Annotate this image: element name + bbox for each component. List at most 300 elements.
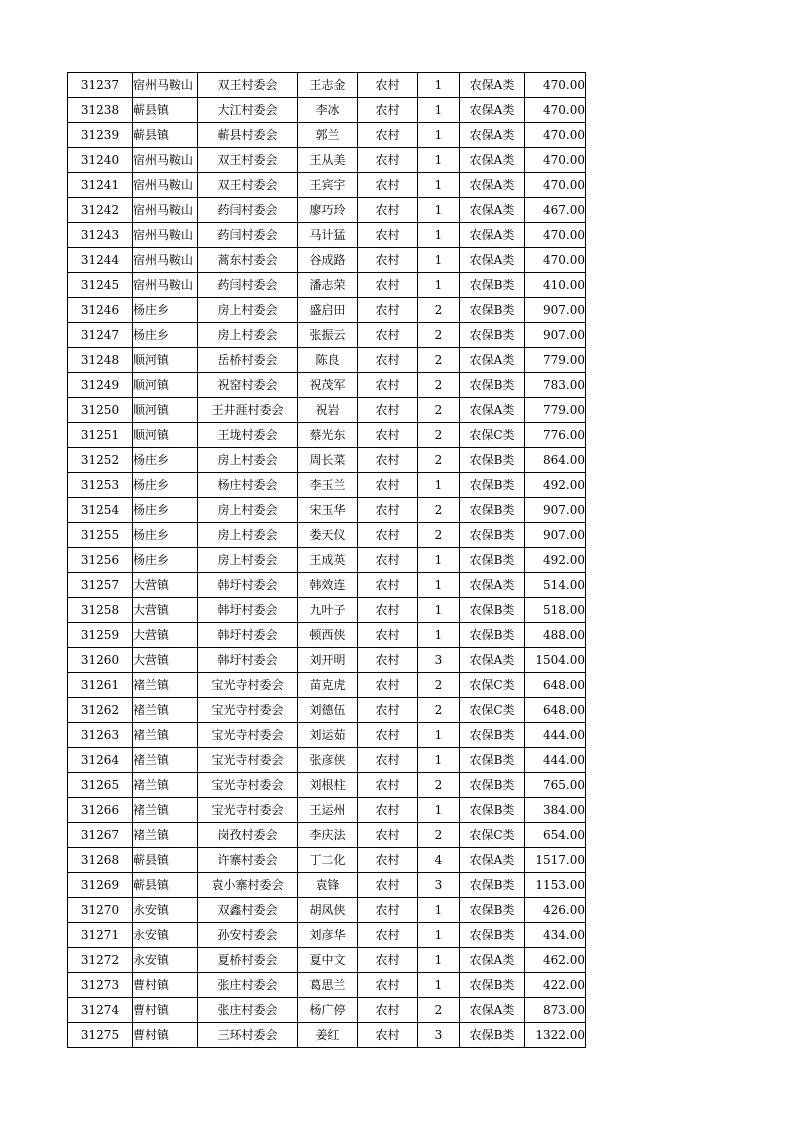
household-type-cell: 农村 — [358, 548, 418, 573]
member-count-cell: 3 — [418, 873, 460, 898]
household-type-cell: 农村 — [358, 973, 418, 998]
member-count-cell: 2 — [418, 423, 460, 448]
town-cell: 蕲县镇 — [133, 848, 198, 873]
amount-cell: 518.00 — [525, 598, 586, 623]
insurance-class-cell: 农保A类 — [460, 573, 525, 598]
name-cell: 胡凤侠 — [298, 898, 358, 923]
village-committee-cell: 夏桥村委会 — [198, 948, 298, 973]
amount-cell: 470.00 — [525, 248, 586, 273]
name-cell: 祝茂军 — [298, 373, 358, 398]
insurance-class-cell: 农保A类 — [460, 998, 525, 1023]
name-cell: 宋玉华 — [298, 498, 358, 523]
member-count-cell: 2 — [418, 773, 460, 798]
name-cell: 王从美 — [298, 148, 358, 173]
household-type-cell: 农村 — [358, 123, 418, 148]
amount-cell: 470.00 — [525, 173, 586, 198]
town-cell: 永安镇 — [133, 948, 198, 973]
village-committee-cell: 药闫村委会 — [198, 198, 298, 223]
name-cell: 刘运茹 — [298, 723, 358, 748]
village-committee-cell: 岗孜村委会 — [198, 823, 298, 848]
village-committee-cell: 韩圩村委会 — [198, 623, 298, 648]
table-row — [68, 523, 586, 548]
household-type-cell: 农村 — [358, 598, 418, 623]
village-committee-cell: 大江村委会 — [198, 98, 298, 123]
record-id-cell: 31255 — [68, 523, 133, 548]
table-row — [68, 198, 586, 223]
amount-cell: 864.00 — [525, 448, 586, 473]
table-row — [68, 573, 586, 598]
amount-cell: 444.00 — [525, 723, 586, 748]
record-id-cell: 31263 — [68, 723, 133, 748]
name-cell: 张振云 — [298, 323, 358, 348]
table-row — [68, 173, 586, 198]
insurance-class-cell: 农保B类 — [460, 548, 525, 573]
record-id-cell: 31254 — [68, 498, 133, 523]
name-cell: 王运州 — [298, 798, 358, 823]
household-type-cell: 农村 — [358, 823, 418, 848]
name-cell: 苗克虎 — [298, 673, 358, 698]
insurance-class-cell: 农保A类 — [460, 848, 525, 873]
town-cell: 曹村镇 — [133, 973, 198, 998]
household-type-cell: 农村 — [358, 773, 418, 798]
member-count-cell: 1 — [418, 548, 460, 573]
village-committee-cell: 房上村委会 — [198, 523, 298, 548]
name-cell: 葛思兰 — [298, 973, 358, 998]
town-cell: 大营镇 — [133, 573, 198, 598]
insurance-class-cell: 农保B类 — [460, 598, 525, 623]
member-count-cell: 2 — [418, 448, 460, 473]
table-row — [68, 123, 586, 148]
name-cell: 李玉兰 — [298, 473, 358, 498]
name-cell: 陈良 — [298, 348, 358, 373]
town-cell: 杨庄乡 — [133, 498, 198, 523]
amount-cell: 514.00 — [525, 573, 586, 598]
village-committee-cell: 双王村委会 — [198, 73, 298, 98]
amount-cell: 467.00 — [525, 198, 586, 223]
amount-cell: 492.00 — [525, 473, 586, 498]
member-count-cell: 2 — [418, 698, 460, 723]
record-id-cell: 31272 — [68, 948, 133, 973]
record-id-cell: 31249 — [68, 373, 133, 398]
village-committee-cell: 王井涯村委会 — [198, 398, 298, 423]
insurance-class-cell: 农保B类 — [460, 873, 525, 898]
insurance-class-cell: 农保B类 — [460, 373, 525, 398]
table-row — [68, 1023, 586, 1048]
town-cell: 杨庄乡 — [133, 298, 198, 323]
member-count-cell: 2 — [418, 373, 460, 398]
name-cell: 李庆法 — [298, 823, 358, 848]
household-type-cell: 农村 — [358, 748, 418, 773]
insurance-class-cell: 农保C类 — [460, 423, 525, 448]
household-type-cell: 农村 — [358, 623, 418, 648]
village-committee-cell: 宝光寺村委会 — [198, 773, 298, 798]
insurance-class-cell: 农保B类 — [460, 523, 525, 548]
member-count-cell: 2 — [418, 323, 460, 348]
table-row — [68, 473, 586, 498]
village-committee-cell: 宝光寺村委会 — [198, 748, 298, 773]
household-type-cell: 农村 — [358, 398, 418, 423]
amount-cell: 907.00 — [525, 523, 586, 548]
table-body — [68, 73, 586, 1048]
record-id-cell: 31257 — [68, 573, 133, 598]
table-row — [68, 848, 586, 873]
insurance-class-cell: 农保B类 — [460, 273, 525, 298]
town-cell: 褚兰镇 — [133, 698, 198, 723]
name-cell: 娄天仪 — [298, 523, 358, 548]
record-id-cell: 31271 — [68, 923, 133, 948]
table-row — [68, 98, 586, 123]
table-row — [68, 723, 586, 748]
town-cell: 顺河镇 — [133, 348, 198, 373]
town-cell: 宿州马鞍山 — [133, 273, 198, 298]
member-count-cell: 4 — [418, 848, 460, 873]
household-type-cell: 农村 — [358, 73, 418, 98]
member-count-cell: 1 — [418, 923, 460, 948]
table-row — [68, 73, 586, 98]
table-row — [68, 623, 586, 648]
name-cell: 廖巧玲 — [298, 198, 358, 223]
insurance-class-cell: 农保B类 — [460, 498, 525, 523]
amount-cell: 907.00 — [525, 498, 586, 523]
member-count-cell: 2 — [418, 998, 460, 1023]
member-count-cell: 2 — [418, 348, 460, 373]
village-committee-cell: 张庄村委会 — [198, 973, 298, 998]
village-committee-cell: 韩圩村委会 — [198, 573, 298, 598]
insurance-class-cell: 农保A类 — [460, 198, 525, 223]
amount-cell: 1153.00 — [525, 873, 586, 898]
name-cell: 蔡光东 — [298, 423, 358, 448]
record-id-cell: 31264 — [68, 748, 133, 773]
record-id-cell: 31260 — [68, 648, 133, 673]
amount-cell: 422.00 — [525, 973, 586, 998]
table-row — [68, 248, 586, 273]
record-id-cell: 31250 — [68, 398, 133, 423]
insurance-class-cell: 农保A类 — [460, 248, 525, 273]
town-cell: 顺河镇 — [133, 423, 198, 448]
village-committee-cell: 韩圩村委会 — [198, 598, 298, 623]
record-id-cell: 31259 — [68, 623, 133, 648]
household-type-cell: 农村 — [358, 723, 418, 748]
amount-cell: 907.00 — [525, 298, 586, 323]
insurance-class-cell: 农保C类 — [460, 673, 525, 698]
town-cell: 杨庄乡 — [133, 448, 198, 473]
amount-cell: 648.00 — [525, 698, 586, 723]
village-committee-cell: 宝光寺村委会 — [198, 698, 298, 723]
member-count-cell: 2 — [418, 673, 460, 698]
household-type-cell: 农村 — [358, 648, 418, 673]
town-cell: 曹村镇 — [133, 1023, 198, 1048]
member-count-cell: 2 — [418, 823, 460, 848]
town-cell: 褚兰镇 — [133, 723, 198, 748]
table-row — [68, 498, 586, 523]
village-committee-cell: 房上村委会 — [198, 548, 298, 573]
table-row — [68, 998, 586, 1023]
member-count-cell: 2 — [418, 398, 460, 423]
amount-cell: 783.00 — [525, 373, 586, 398]
table-row — [68, 273, 586, 298]
village-committee-cell: 韩圩村委会 — [198, 648, 298, 673]
record-id-cell: 31247 — [68, 323, 133, 348]
household-type-cell: 农村 — [358, 223, 418, 248]
amount-cell: 648.00 — [525, 673, 586, 698]
name-cell: 杨广停 — [298, 998, 358, 1023]
insurance-class-cell: 农保B类 — [460, 323, 525, 348]
village-committee-cell: 宝光寺村委会 — [198, 723, 298, 748]
town-cell: 曹村镇 — [133, 998, 198, 1023]
amount-cell: 384.00 — [525, 798, 586, 823]
name-cell: 姜红 — [298, 1023, 358, 1048]
table-row — [68, 223, 586, 248]
amount-cell: 765.00 — [525, 773, 586, 798]
member-count-cell: 1 — [418, 148, 460, 173]
name-cell: 马计猛 — [298, 223, 358, 248]
table-row — [68, 948, 586, 973]
member-count-cell: 1 — [418, 473, 460, 498]
record-id-cell: 31270 — [68, 898, 133, 923]
name-cell: 刘德伍 — [298, 698, 358, 723]
village-committee-cell: 蕲县村委会 — [198, 123, 298, 148]
member-count-cell: 1 — [418, 973, 460, 998]
insurance-class-cell: 农保B类 — [460, 973, 525, 998]
record-id-cell: 31242 — [68, 198, 133, 223]
town-cell: 褚兰镇 — [133, 773, 198, 798]
village-committee-cell: 双王村委会 — [198, 173, 298, 198]
table-row — [68, 348, 586, 373]
town-cell: 杨庄乡 — [133, 523, 198, 548]
name-cell: 盛启田 — [298, 298, 358, 323]
insurance-class-cell: 农保B类 — [460, 623, 525, 648]
record-id-cell: 31238 — [68, 98, 133, 123]
table-row — [68, 698, 586, 723]
name-cell: 谷成路 — [298, 248, 358, 273]
insurance-class-cell: 农保A类 — [460, 348, 525, 373]
household-type-cell: 农村 — [358, 423, 418, 448]
amount-cell: 444.00 — [525, 748, 586, 773]
member-count-cell: 1 — [418, 223, 460, 248]
amount-cell: 470.00 — [525, 223, 586, 248]
member-count-cell: 1 — [418, 73, 460, 98]
name-cell: 王志金 — [298, 73, 358, 98]
amount-cell: 470.00 — [525, 98, 586, 123]
amount-cell: 1517.00 — [525, 848, 586, 873]
town-cell: 永安镇 — [133, 923, 198, 948]
name-cell: 王宾宇 — [298, 173, 358, 198]
amount-cell: 779.00 — [525, 348, 586, 373]
member-count-cell: 1 — [418, 273, 460, 298]
insurance-class-cell: 农保B类 — [460, 923, 525, 948]
village-committee-cell: 许寨村委会 — [198, 848, 298, 873]
insurance-class-cell: 农保B类 — [460, 748, 525, 773]
town-cell: 褚兰镇 — [133, 748, 198, 773]
record-id-cell: 31239 — [68, 123, 133, 148]
relief-roster-table — [67, 72, 586, 1048]
table-row — [68, 323, 586, 348]
household-type-cell: 农村 — [358, 898, 418, 923]
amount-cell: 410.00 — [525, 273, 586, 298]
record-id-cell: 31268 — [68, 848, 133, 873]
town-cell: 大营镇 — [133, 623, 198, 648]
insurance-class-cell: 农保B类 — [460, 898, 525, 923]
member-count-cell: 3 — [418, 1023, 460, 1048]
village-committee-cell: 药闫村委会 — [198, 223, 298, 248]
member-count-cell: 2 — [418, 298, 460, 323]
town-cell: 宿州马鞍山 — [133, 198, 198, 223]
member-count-cell: 1 — [418, 573, 460, 598]
insurance-class-cell: 农保B类 — [460, 448, 525, 473]
amount-cell: 470.00 — [525, 73, 586, 98]
name-cell: 夏中文 — [298, 948, 358, 973]
name-cell: 九叶子 — [298, 598, 358, 623]
town-cell: 宿州马鞍山 — [133, 148, 198, 173]
town-cell: 褚兰镇 — [133, 673, 198, 698]
town-cell: 褚兰镇 — [133, 823, 198, 848]
insurance-class-cell: 农保A类 — [460, 223, 525, 248]
household-type-cell: 农村 — [358, 198, 418, 223]
town-cell: 宿州马鞍山 — [133, 248, 198, 273]
name-cell: 刘开明 — [298, 648, 358, 673]
record-id-cell: 31252 — [68, 448, 133, 473]
member-count-cell: 1 — [418, 173, 460, 198]
member-count-cell: 1 — [418, 198, 460, 223]
name-cell: 顿西侠 — [298, 623, 358, 648]
member-count-cell: 1 — [418, 598, 460, 623]
amount-cell: 462.00 — [525, 948, 586, 973]
member-count-cell: 1 — [418, 948, 460, 973]
village-committee-cell: 岳桥村委会 — [198, 348, 298, 373]
village-committee-cell: 房上村委会 — [198, 498, 298, 523]
name-cell: 袁锋 — [298, 873, 358, 898]
name-cell: 张彦侠 — [298, 748, 358, 773]
amount-cell: 873.00 — [525, 998, 586, 1023]
member-count-cell: 1 — [418, 798, 460, 823]
member-count-cell: 1 — [418, 123, 460, 148]
record-id-cell: 31266 — [68, 798, 133, 823]
amount-cell: 654.00 — [525, 823, 586, 848]
village-committee-cell: 袁小寨村委会 — [198, 873, 298, 898]
town-cell: 大营镇 — [133, 648, 198, 673]
record-id-cell: 31261 — [68, 673, 133, 698]
insurance-class-cell: 农保A类 — [460, 73, 525, 98]
village-committee-cell: 房上村委会 — [198, 448, 298, 473]
member-count-cell: 1 — [418, 98, 460, 123]
table-row — [68, 748, 586, 773]
name-cell: 潘志荣 — [298, 273, 358, 298]
member-count-cell: 1 — [418, 748, 460, 773]
amount-cell: 434.00 — [525, 923, 586, 948]
village-committee-cell: 三环村委会 — [198, 1023, 298, 1048]
amount-cell: 907.00 — [525, 323, 586, 348]
insurance-class-cell: 农保A类 — [460, 98, 525, 123]
insurance-class-cell: 农保C类 — [460, 823, 525, 848]
record-id-cell: 31273 — [68, 973, 133, 998]
town-cell: 蕲县镇 — [133, 123, 198, 148]
village-committee-cell: 宝光寺村委会 — [198, 673, 298, 698]
amount-cell: 492.00 — [525, 548, 586, 573]
household-type-cell: 农村 — [358, 173, 418, 198]
town-cell: 杨庄乡 — [133, 323, 198, 348]
record-id-cell: 31241 — [68, 173, 133, 198]
insurance-class-cell: 农保B类 — [460, 773, 525, 798]
table-row — [68, 423, 586, 448]
member-count-cell: 1 — [418, 723, 460, 748]
insurance-class-cell: 农保B类 — [460, 298, 525, 323]
village-committee-cell: 杨庄村委会 — [198, 473, 298, 498]
table-row — [68, 598, 586, 623]
insurance-class-cell: 农保A类 — [460, 648, 525, 673]
household-type-cell: 农村 — [358, 848, 418, 873]
village-committee-cell: 王垅村委会 — [198, 423, 298, 448]
insurance-class-cell: 农保A类 — [460, 948, 525, 973]
town-cell: 褚兰镇 — [133, 798, 198, 823]
town-cell: 大营镇 — [133, 598, 198, 623]
household-type-cell: 农村 — [358, 523, 418, 548]
household-type-cell: 农村 — [358, 248, 418, 273]
member-count-cell: 2 — [418, 523, 460, 548]
village-committee-cell: 房上村委会 — [198, 298, 298, 323]
name-cell: 刘根柱 — [298, 773, 358, 798]
name-cell: 丁二化 — [298, 848, 358, 873]
insurance-class-cell: 农保B类 — [460, 798, 525, 823]
town-cell: 蕲县镇 — [133, 873, 198, 898]
member-count-cell: 1 — [418, 623, 460, 648]
record-id-cell: 31256 — [68, 548, 133, 573]
household-type-cell: 农村 — [358, 948, 418, 973]
record-id-cell: 31265 — [68, 773, 133, 798]
record-id-cell: 31267 — [68, 823, 133, 848]
town-cell: 宿州马鞍山 — [133, 73, 198, 98]
name-cell: 王成英 — [298, 548, 358, 573]
village-committee-cell: 祝窑村委会 — [198, 373, 298, 398]
amount-cell: 1322.00 — [525, 1023, 586, 1048]
table-row — [68, 898, 586, 923]
member-count-cell: 2 — [418, 498, 460, 523]
name-cell: 刘彦华 — [298, 923, 358, 948]
table-row — [68, 798, 586, 823]
insurance-class-cell: 农保A类 — [460, 173, 525, 198]
household-type-cell: 农村 — [358, 673, 418, 698]
insurance-class-cell: 农保A类 — [460, 123, 525, 148]
town-cell: 杨庄乡 — [133, 473, 198, 498]
household-type-cell: 农村 — [358, 998, 418, 1023]
table-row — [68, 923, 586, 948]
member-count-cell: 1 — [418, 248, 460, 273]
name-cell: 郭兰 — [298, 123, 358, 148]
table-row — [68, 298, 586, 323]
household-type-cell: 农村 — [358, 148, 418, 173]
household-type-cell: 农村 — [358, 498, 418, 523]
town-cell: 顺河镇 — [133, 373, 198, 398]
household-type-cell: 农村 — [358, 98, 418, 123]
town-cell: 宿州马鞍山 — [133, 223, 198, 248]
table-row — [68, 448, 586, 473]
insurance-class-cell: 农保B类 — [460, 473, 525, 498]
name-cell: 周长菜 — [298, 448, 358, 473]
record-id-cell: 31248 — [68, 348, 133, 373]
member-count-cell: 3 — [418, 648, 460, 673]
amount-cell: 470.00 — [525, 148, 586, 173]
village-committee-cell: 房上村委会 — [198, 323, 298, 348]
table-row — [68, 823, 586, 848]
household-type-cell: 农村 — [358, 573, 418, 598]
town-cell: 宿州马鞍山 — [133, 173, 198, 198]
record-id-cell: 31269 — [68, 873, 133, 898]
table-row — [68, 148, 586, 173]
household-type-cell: 农村 — [358, 298, 418, 323]
record-id-cell: 31275 — [68, 1023, 133, 1048]
village-committee-cell: 宝光寺村委会 — [198, 798, 298, 823]
household-type-cell: 农村 — [358, 923, 418, 948]
household-type-cell: 农村 — [358, 798, 418, 823]
